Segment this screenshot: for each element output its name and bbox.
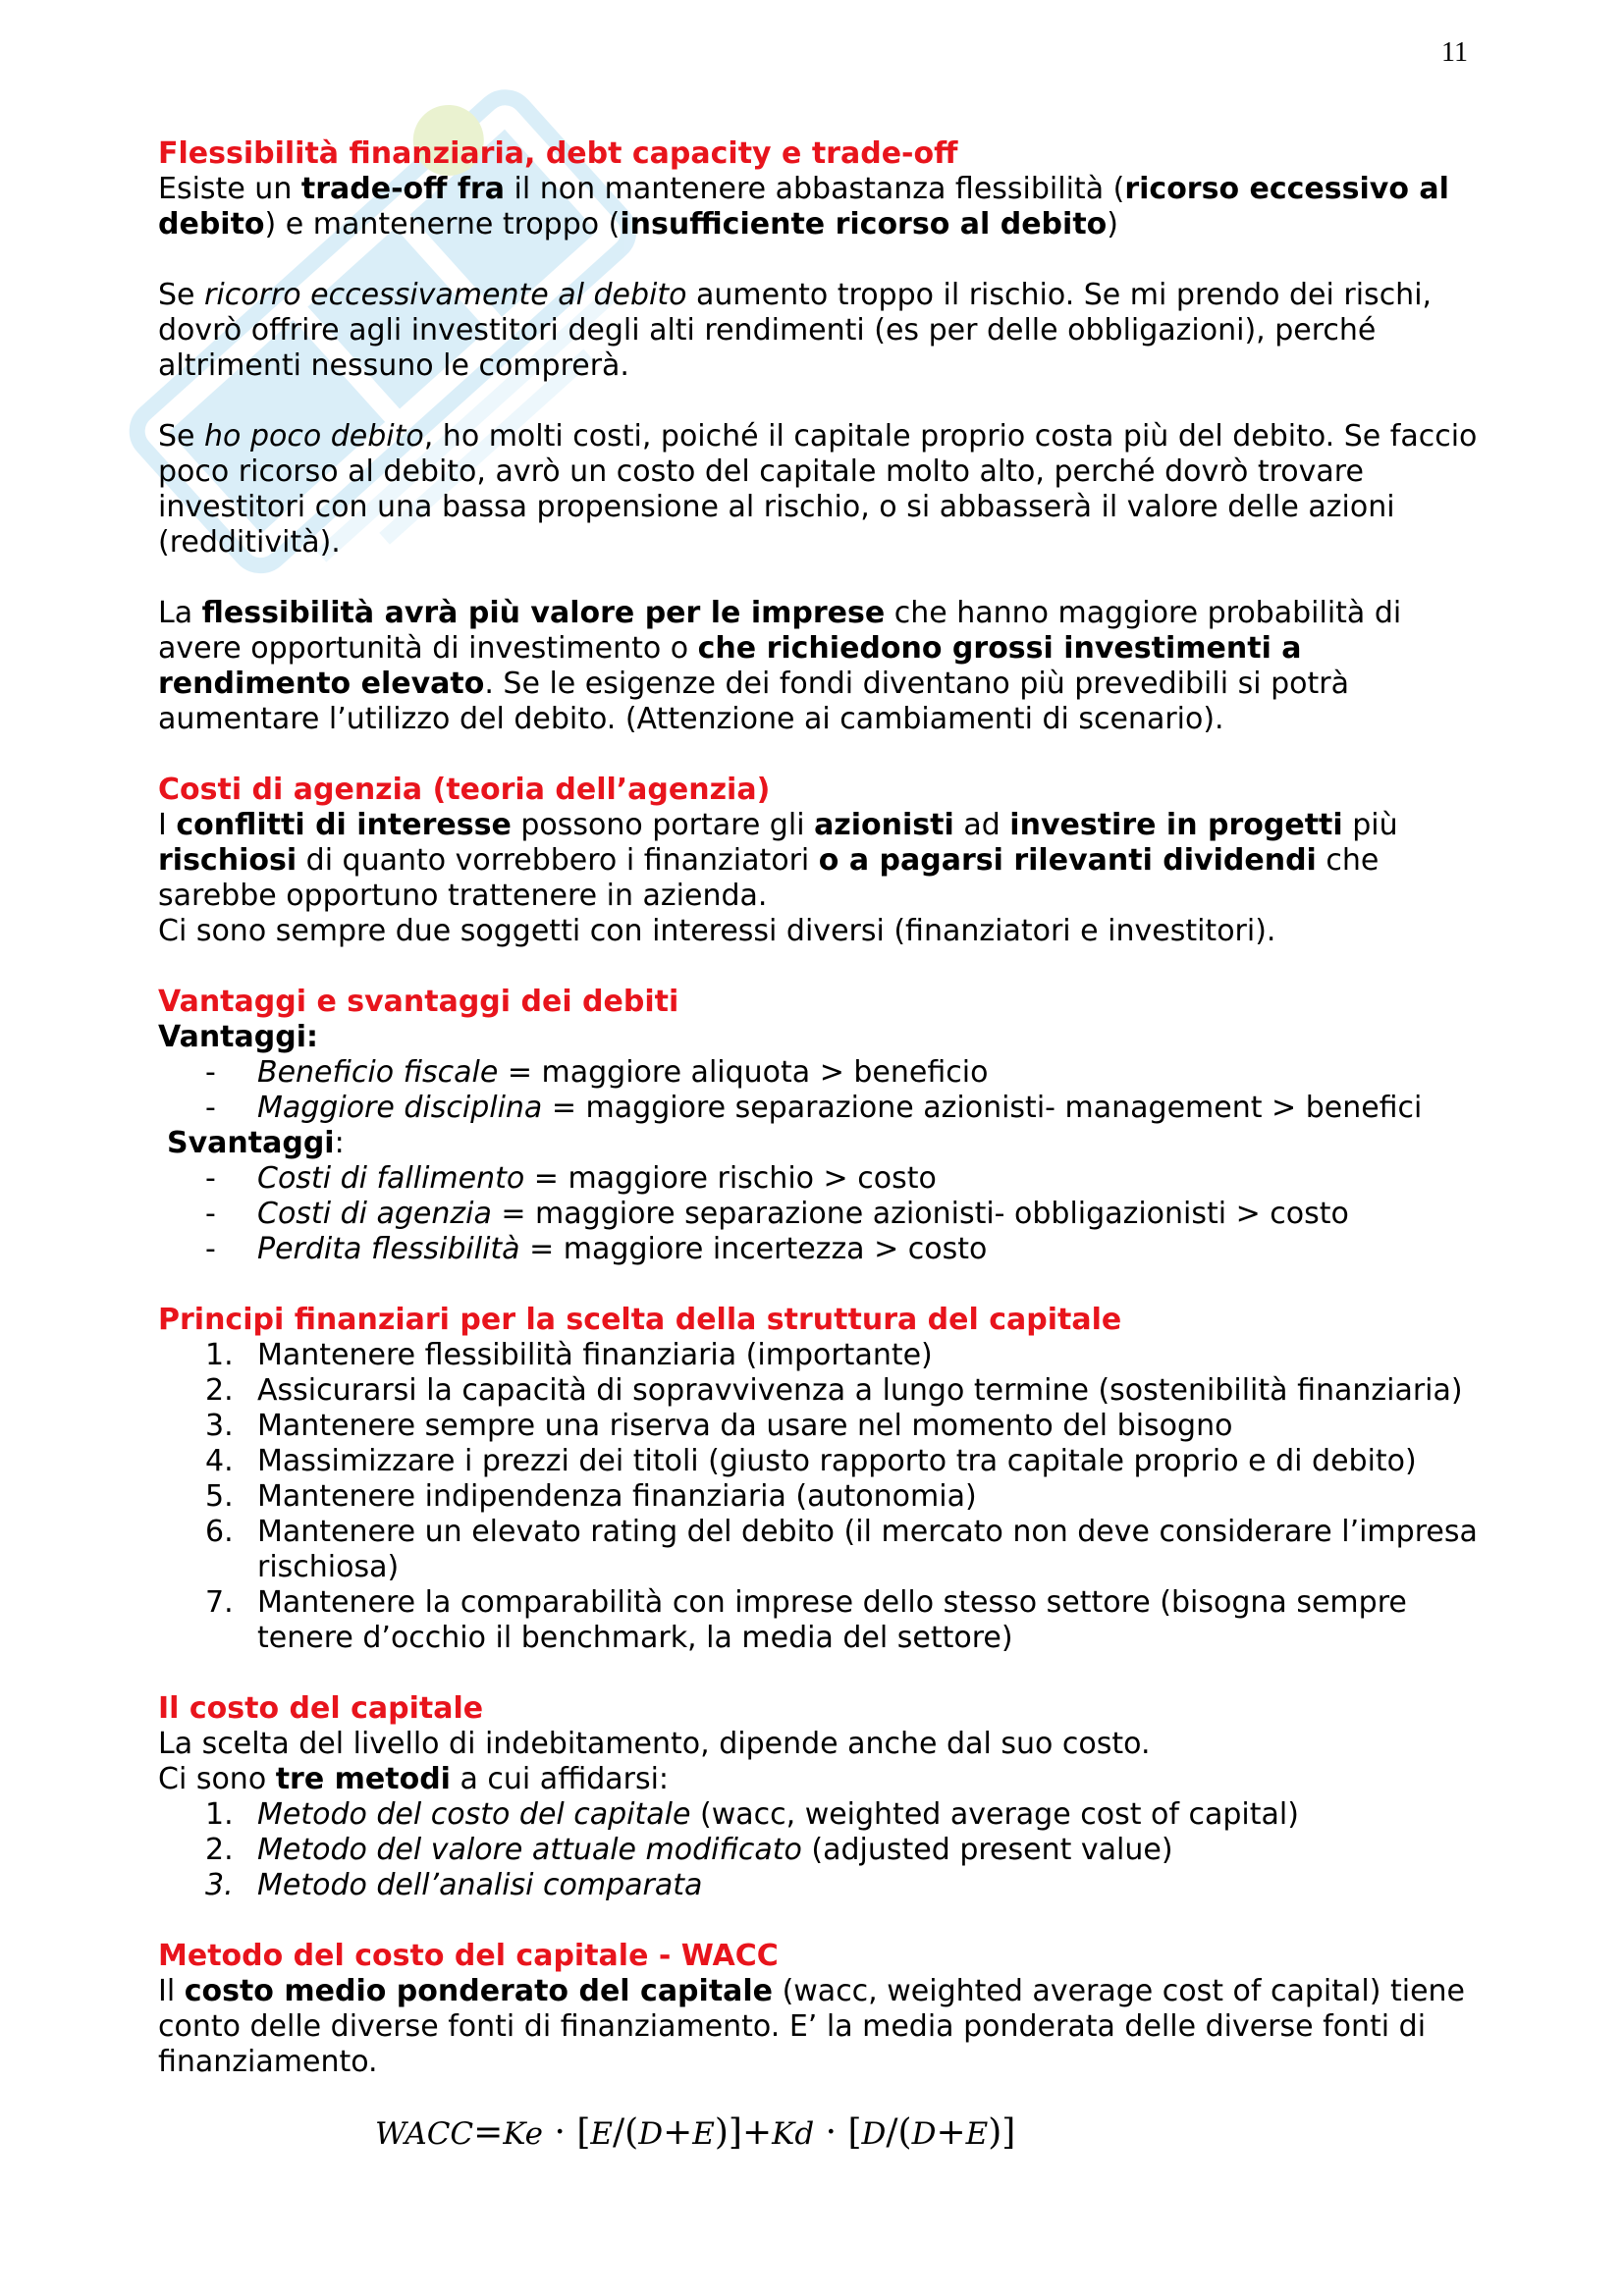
list-item: 2. Assicurarsi la capacità di sopravvivenza a lungo termine (sostenibilità finanziaria) [205,1373,1463,1408]
paragraph: Ci sono tre metodi a cui affidarsi: [158,1762,670,1796]
section-vantaggi-svantaggi [158,985,1484,1267]
list-item: 7. Mantenere la comparabilità con imprese dello stesso settore (bisogna sempre tenere d’occhio il benchmark, la media del settore) [205,1585,1407,1655]
section-costo-capitale [158,1691,1484,1903]
paragraph: Esiste un trade-off fra il non mantenere abbastanza flessibilità (ricorso eccessivo al debito) e mantenerne troppo (insufficiente ricorso al debito) [158,172,1449,241]
list-item: 1. Mantenere flessibilità finanziaria (importante) [205,1338,933,1372]
disadvantages-list [158,1161,1484,1267]
advantages-list [158,1055,1484,1126]
section-wacc [158,1939,1484,2152]
list-item: - Costi di fallimento = maggiore rischio > costo [205,1161,937,1196]
page-number: 11 [1441,37,1468,68]
section-heading: Principi finanziari per la scelta della struttura del capitale [158,1303,1122,1337]
paragraph: La flessibilità avrà più valore per le imprese che hanno maggiore probabilità di avere opportunità di investimento o che richiedono grossi investimenti a rendimento elevato. Se le esigenze dei fondi diventano più prevedibili si potrà aumentare l’utilizzo del debito. (Attenzione ai cambiamenti di scenario). [158,596,1402,736]
paragraph: Il costo medio ponderato del capitale (wacc, weighted average cost of capital) tiene conto delle diverse fonti di finanziamento. E’ la media ponderata delle diverse fonti di finanziamento. [158,1974,1466,2079]
section-principi-finanziari [158,1303,1484,1656]
section-heading: Vantaggi e svantaggi dei debiti [158,985,679,1019]
section-heading: Flessibilità finanziaria, debt capacity e trade-off [158,136,958,171]
list-item: 4. Massimizzare i prezzi dei titoli (giusto rapporto tra capitale proprio e di debito) [205,1444,1417,1478]
section-flessibilita [158,136,1484,737]
advantages-label: Vantaggi: [158,1020,318,1054]
list-item: 3. Metodo dell’analisi comparata [205,1868,703,1902]
list-item: 2. Metodo del valore attuale modificato (adjusted present value) [205,1833,1173,1867]
paragraph: I conflitti di interesse possono portare gli azionisti ad investire in progetti più rischiosi di quanto vorrebbero i finanziatori o a pagarsi rilevanti dividendi che sarebbe opportuno trattenere in azienda. [158,808,1398,913]
list-item: 5. Mantenere indipendenza finanziaria (autonomia) [205,1479,977,1514]
paragraph: Se ricorro eccessivamente al debito aumento troppo il rischio. Se mi prendo dei rischi, dovrò offrire agli investitori degli alti rendimenti (es per delle obbligazioni), perché altrimenti nessuno le comprerà. [158,278,1433,383]
disadvantages-label: Svantaggi: [167,1126,345,1160]
list-item: 1. Metodo del costo del capitale (wacc, weighted average cost of capital) [205,1797,1299,1832]
section-heading: Il costo del capitale [158,1691,484,1726]
list-item: - Perdita flessibilità = maggiore incertezza > costo [205,1232,988,1266]
paragraph: Ci sono sempre due soggetti con interessi diversi (finanziatori e investitori). [158,914,1276,948]
methods-list [158,1797,1484,1903]
wacc-formula: WACC=Ke · [E/(D+E)]+Kd · [D/(D+E)] [375,2112,1016,2153]
list-item: 6. Mantenere un elevato rating del debito (il mercato non deve considerare l’impresa rischiosa) [205,1515,1478,1584]
document-body [158,136,1484,2187]
section-heading: Costi di agenzia (teoria dell’agenzia) [158,773,771,807]
list-item: - Maggiore disciplina = maggiore separazione azionisti- management > benefici [205,1091,1423,1125]
principles-list [158,1338,1484,1656]
list-item: - Costi di agenzia = maggiore separazione azionisti- obbligazionisti > costo [205,1197,1349,1231]
section-heading: Metodo del costo del capitale - WACC [158,1939,779,1973]
list-item: - Beneficio fiscale = maggiore aliquota > beneficio [205,1055,989,1090]
paragraph: Se ho poco debito, ho molti costi, poiché il capitale proprio costa più del debito. Se faccio poco ricorso al debito, avrò un costo del capitale molto alto, perché dovrò trovare investitori con una bassa propensione al rischio, o si abbasserà il valore delle azioni (redditività). [158,419,1478,560]
paragraph: La scelta del livello di indebitamento, dipende anche dal suo costo. [158,1727,1151,1761]
list-item: 3. Mantenere sempre una riserva da usare nel momento del bisogno [205,1409,1233,1443]
section-costi-agenzia [158,773,1484,949]
